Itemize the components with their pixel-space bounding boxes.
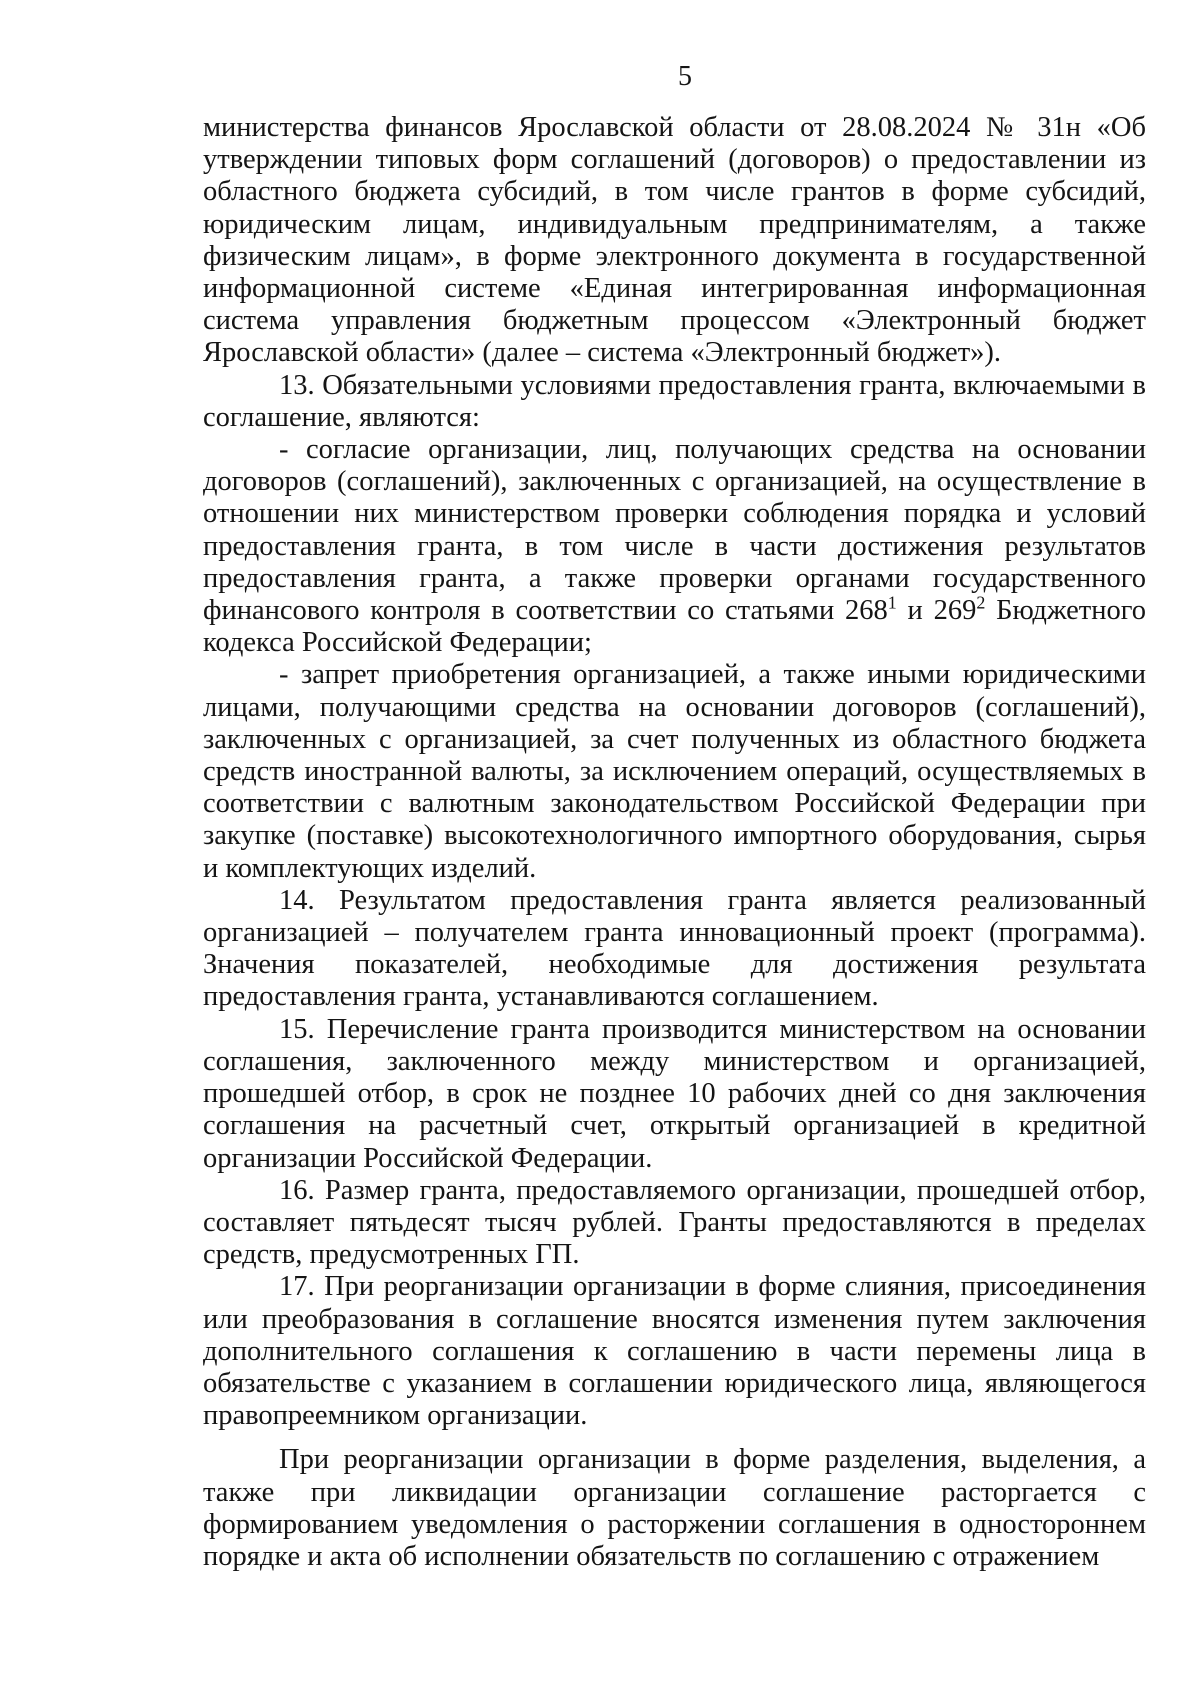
paragraph-13-condition-prohibition: - запрет приобретения организацией, а также иными юридическими лицами, получающими средства на основании договоров (соглашений), заключенных с организацией, за счет полученных из областного бюджета средств иностранной валюты, за исключением операций, осуществляемых в соответствии с валютным законодательством Российской Федерации при закупке (поставке) высокотехнологичного импортного оборудования, сырья и комплектующих изделий.: [203, 659, 1146, 884]
page-number: 5: [678, 61, 692, 92]
paragraph-13-condition-consent-mid: и 269: [896, 595, 977, 627]
superscript-2: 2: [976, 592, 986, 613]
paragraph-13-condition-consent: [203, 434, 1146, 659]
document-body: [203, 112, 1146, 1573]
superscript-1: 1: [887, 592, 897, 613]
paragraph-16: 16. Размер гранта, предоставляемого организации, прошедшей отбор, составляет пятьдесят тысяч рублей. Гранты предоставляются в пределах средств, предусмотренных ГП.: [203, 1174, 1146, 1271]
paragraph-17-reorganization: При реорганизации организации в форме разделения, выделения, а также при ликвидации организации соглашение расторгается с формированием уведомления о расторжении соглашения в одностороннем порядке и акта об исполнении обязательств по соглашению с отражением: [203, 1444, 1146, 1572]
paragraph-14: 14. Результатом предоставления гранта является реализованный организацией – получателем гранта инновационный проект (программа). Значения показателей, необходимые для достижения результата предоставления гранта, устанавливаются соглашением.: [203, 884, 1146, 1013]
paragraph-continuation: министерства финансов Ярославской области от 28.08.2024 № 31н «Об утверждении типовых форм соглашений (договоров) о предоставлении из областного бюджета субсидий, в том числе грантов в форме субсидий, юридическим лицам, индивидуальным предпринимателям, а также физическим лицам», в форме электронного документа в государственной информационной системе «Единая интегрированная информационная система управления бюджетным процессом «Электронный бюджет Ярославской области» (далее – система «Электронный бюджет»).: [203, 112, 1146, 369]
paragraph-15: 15. Перечисление гранта производится министерством на основании соглашения, заключенного между министерством и организацией, прошедшей отбор, в срок не позднее 10 рабочих дней со дня заключения соглашения на расчетный счет, открытый организацией в кредитной организации Российской Федерации.: [203, 1013, 1146, 1174]
paragraph-13: 13. Обязательными условиями предоставления гранта, включаемыми в соглашение, являются:: [203, 369, 1146, 433]
paragraph-13-condition-consent-end: Бюджетного кодекса Российской Федерации;: [203, 595, 1146, 659]
paragraph-13-condition-consent-text: - согласие организации, лиц, получающих средства на основании договоров (соглашений), заключенных с организацией, на осуществление в отношении них министерством проверки соблюдения порядка и условий предоставления гранта, в том числе в части достижения результатов предоставления гранта, а также проверки органами государственного финансового контроля в соответствии со статьями 268: [203, 434, 1146, 627]
paragraph-17: 17. При реорганизации организации в форме слияния, присоединения или преобразования в соглашение вносятся изменения путем заключения дополнительного соглашения к соглашению в части перемены лица в обязательстве с указанием в соглашении юридического лица, являющегося правопреемником организации.: [203, 1271, 1146, 1432]
